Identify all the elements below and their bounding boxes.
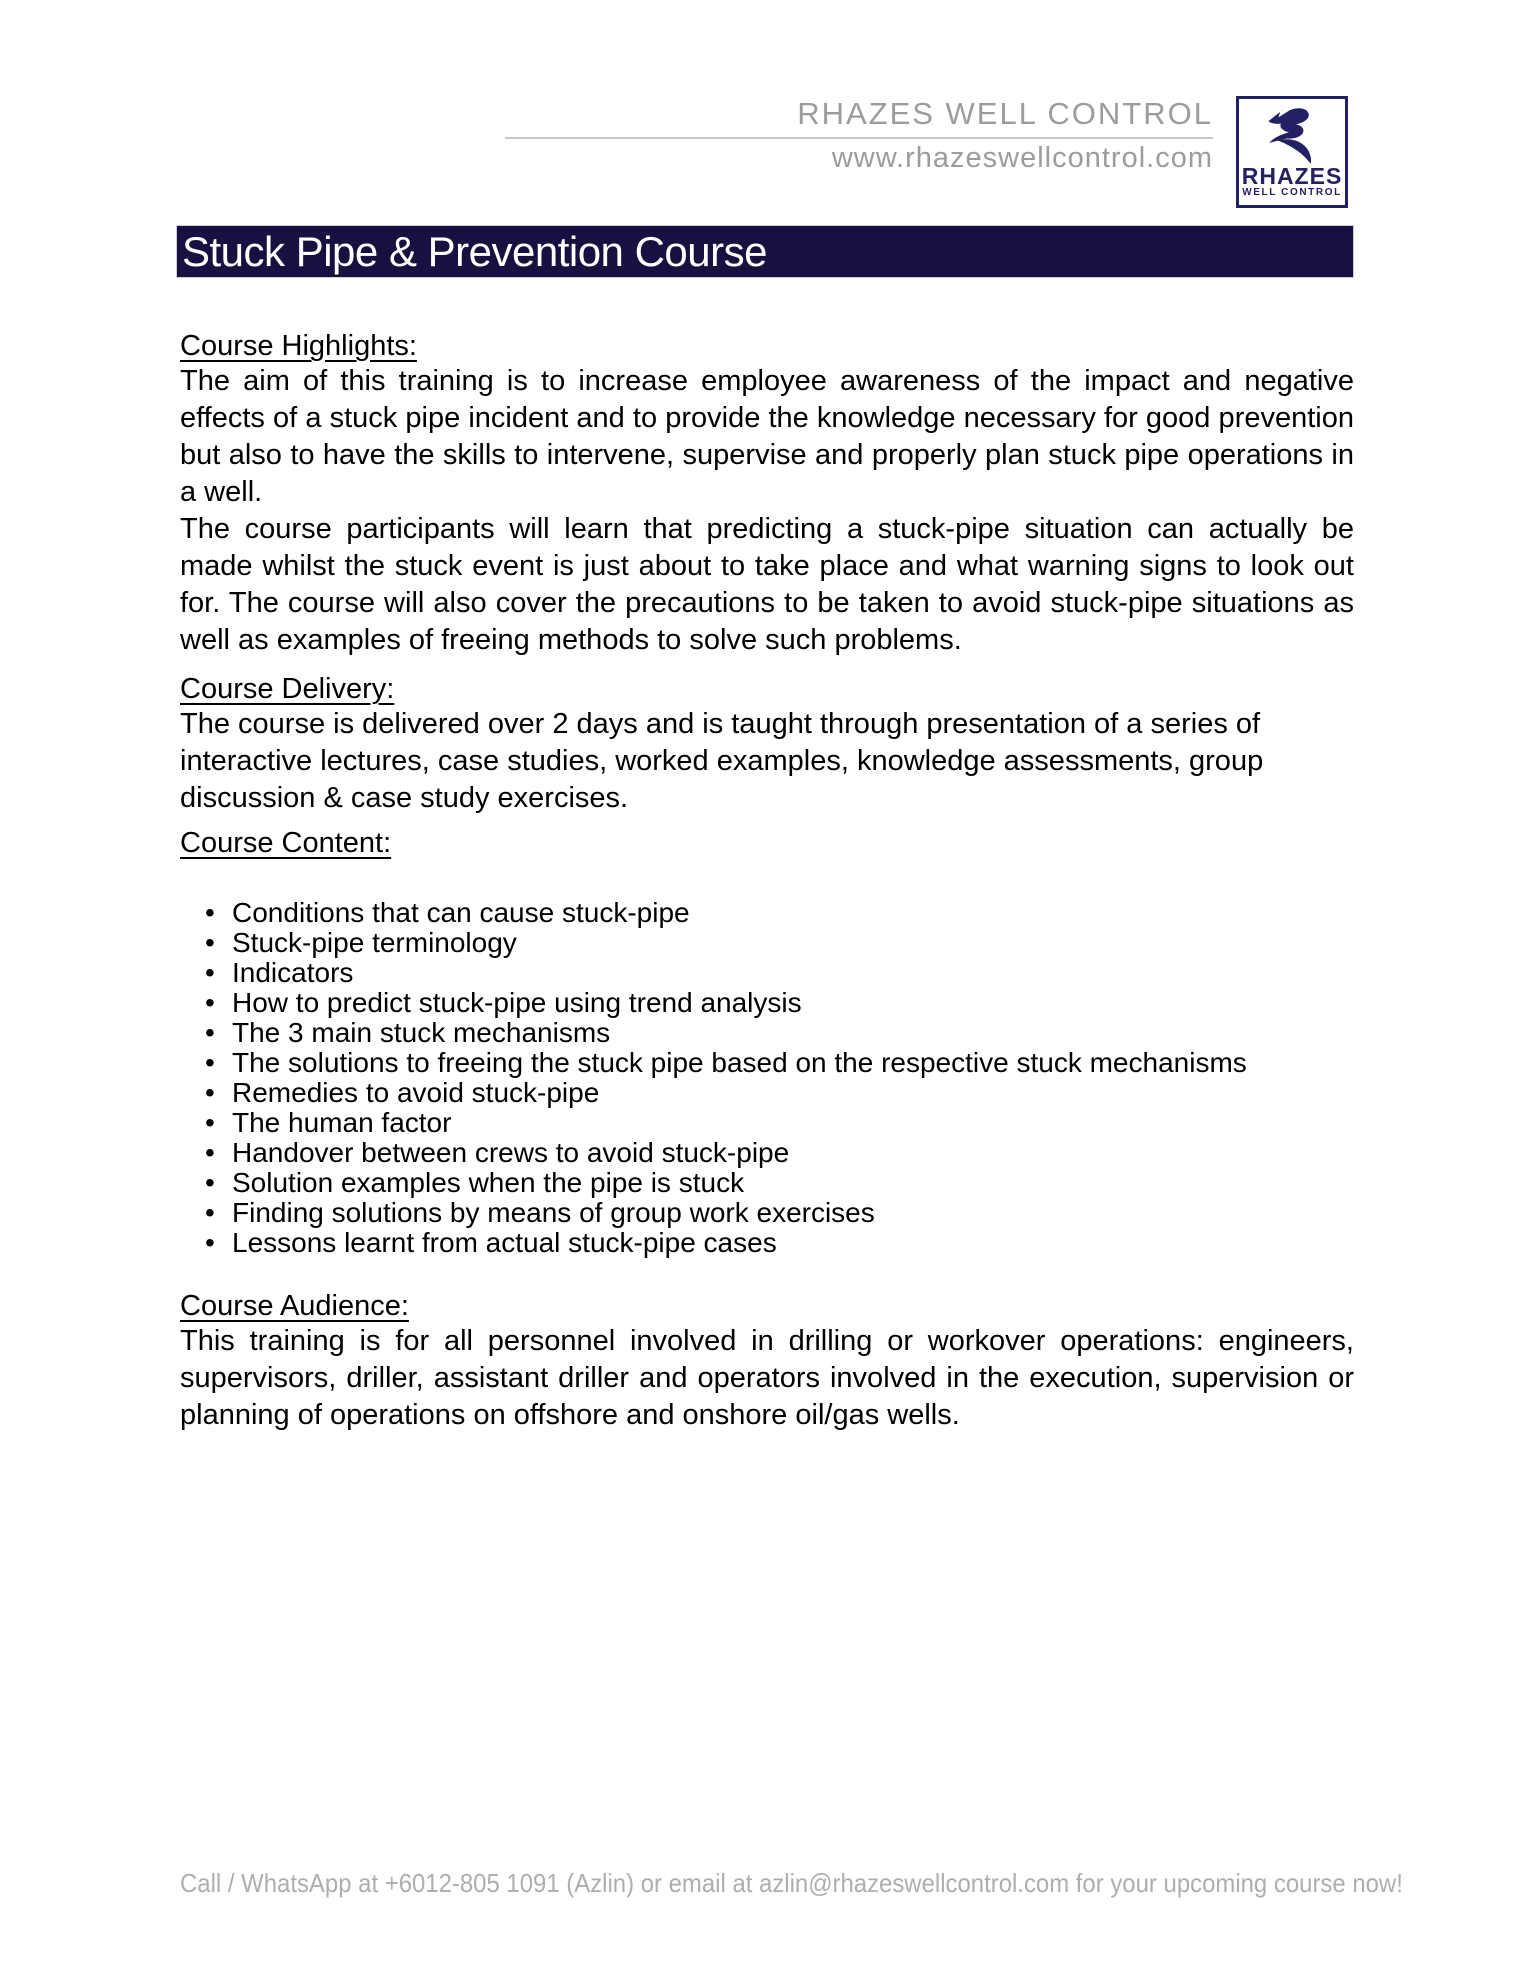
heading-course-delivery: Course Delivery:	[180, 673, 395, 705]
title-bar	[176, 225, 1354, 278]
list-item: • Stuck-pipe terminology	[180, 928, 1354, 958]
company-name: RHAZES WELL CONTROL	[505, 96, 1213, 139]
list-item: • The 3 main stuck mechanisms	[180, 1018, 1354, 1048]
highlights-paragraph-1: The aim of this training is to increase employee awareness of the impact and negative effects of a stuck pipe incident and to provide the knowledge necessary for good prevention but also to have the skills to intervene, supervise and properly plan stuck pipe operations in a well.	[180, 365, 1354, 508]
list-item: • Indicators	[180, 958, 1354, 988]
logo-subtext: WELL CONTROL	[1242, 187, 1342, 198]
header-brand	[505, 96, 1213, 175]
heading-course-content: Course Content:	[180, 827, 392, 859]
logo-text: RHAZES	[1241, 163, 1343, 189]
list-item: • The human factor	[180, 1108, 1354, 1138]
document-body	[180, 330, 1354, 1434]
delivery-paragraph: The course is delivered over 2 days and is taught through presentation of a series of interactive lectures, case studies, worked examples, knowledge assessments, group discussion & case study exercises.	[180, 708, 1264, 814]
list-item: • How to predict stuck-pipe using trend analysis	[180, 988, 1354, 1018]
list-item: • Solution examples when the pipe is stuck	[180, 1168, 1354, 1198]
highlights-paragraph-2: The course participants will learn that predicting a stuck-pipe situation can actually be made whilst the stuck event is just about to take place and what warning signs to look out for. The course will also cover the precautions to be taken to avoid stuck-pipe situations as well as examples of freeing methods to solve such problems.	[180, 513, 1354, 656]
list-item: • The solutions to freeing the stuck pipe based on the respective stuck mechanisms	[180, 1048, 1354, 1078]
audience-paragraph: This training is for all personnel involved in drilling or workover operations: engineers, supervisors, driller, assistant driller and operators involved in the execution, supervision or planning of operations on offshore and onshore oil/gas wells.	[180, 1325, 1354, 1431]
list-item: • Remedies to avoid stuck-pipe	[180, 1078, 1354, 1108]
list-item: • Lessons learnt from actual stuck-pipe cases	[180, 1228, 1354, 1258]
list-item: • Finding solutions by means of group work exercises	[180, 1198, 1354, 1228]
heading-course-highlights: Course Highlights:	[180, 330, 417, 362]
website-url: www.rhazeswellcontrol.com	[831, 142, 1213, 174]
heading-course-audience: Course Audience:	[180, 1290, 409, 1322]
list-item: • Handover between crews to avoid stuck-pipe	[180, 1138, 1354, 1168]
eagle-r-logo-icon	[1253, 105, 1331, 167]
list-item: • Conditions that can cause stuck-pipe	[180, 898, 1354, 928]
company-logo	[1236, 96, 1348, 208]
course-content-list	[180, 898, 1354, 1258]
footer-contact-text: Call / WhatsApp at +6012-805 1091 (Azlin) or email at azlin@rhazeswellcontrol.com for your upcoming course now!	[180, 1868, 1403, 1898]
page-title: Stuck Pipe & Prevention Course	[182, 228, 767, 275]
